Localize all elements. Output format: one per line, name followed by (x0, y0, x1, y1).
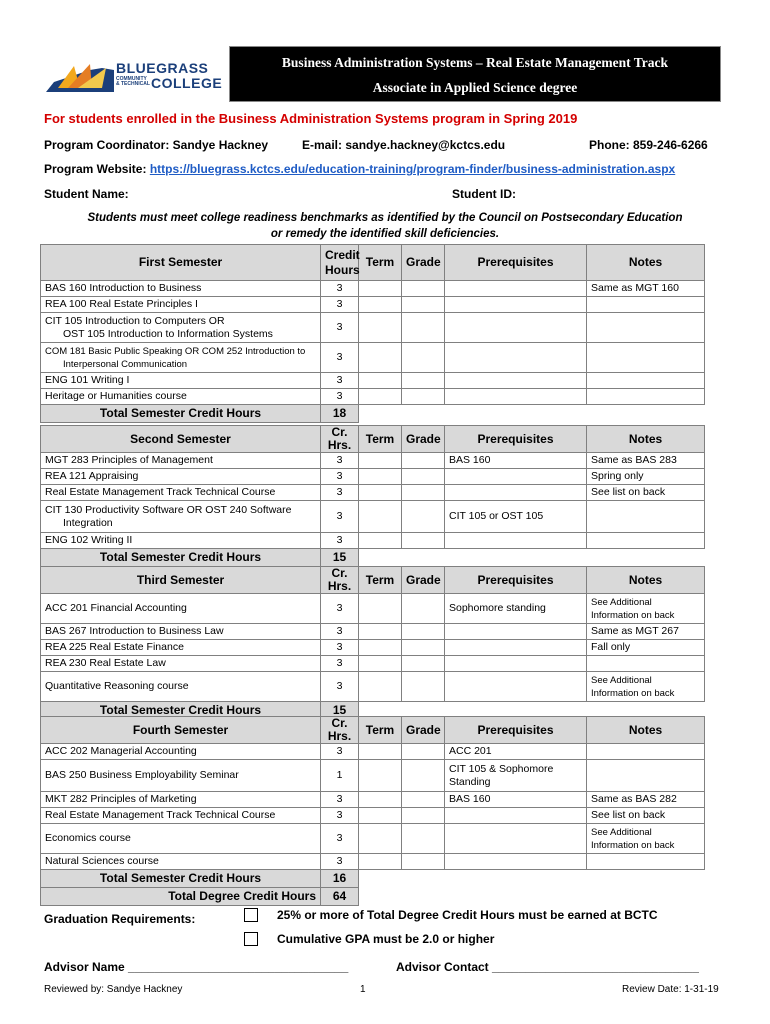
review-date: Review Date: 1-31-19 (622, 984, 719, 995)
course-prereq (445, 672, 587, 702)
grade-header: Grade (402, 717, 445, 744)
course-prereq: CIT 105 & Sophomore Standing (445, 760, 587, 792)
course-hours: 3 (321, 533, 359, 549)
credit-hours-header: Credit Hours (321, 245, 359, 281)
notes-header: Notes (587, 245, 705, 281)
requirement-checkbox-1[interactable] (244, 908, 258, 922)
course-hours: 3 (321, 469, 359, 485)
course-row (41, 624, 723, 640)
college-name-small: COMMUNITY & TECHNICAL (116, 76, 150, 87)
student-name-label: Student Name: (44, 187, 129, 201)
course-name: Quantitative Reasoning course (41, 672, 321, 702)
course-hours: 3 (321, 343, 359, 373)
credit-hours-header: Cr. Hrs. (321, 567, 359, 594)
term-header: Term (359, 426, 402, 453)
course-row (41, 792, 723, 808)
course-row (41, 824, 723, 854)
course-prereq (445, 469, 587, 485)
grade-header: Grade (402, 426, 445, 453)
term-cell[interactable] (359, 672, 402, 702)
grade-header: Grade (402, 245, 445, 281)
course-name-cont: Interpersonal Communication (63, 358, 188, 370)
grade-cell[interactable] (402, 594, 445, 624)
grade-cell[interactable] (402, 854, 445, 870)
course-row (41, 533, 723, 549)
student-id-label: Student ID: (452, 187, 516, 201)
course-prereq (445, 281, 587, 297)
requirement-2: Cumulative GPA must be 2.0 or higher (277, 932, 495, 946)
course-notes (587, 533, 705, 549)
term-cell[interactable] (359, 281, 402, 297)
term-cell[interactable] (359, 824, 402, 854)
grade-cell[interactable] (402, 485, 445, 501)
grade-cell[interactable] (402, 501, 445, 533)
course-notes (587, 656, 705, 672)
course-notes: See list on back (587, 808, 705, 824)
college-name-top: BLUEGRASS (116, 60, 209, 76)
page-number: 1 (360, 984, 366, 995)
semester-heading: Second Semester (41, 426, 321, 453)
term-cell[interactable] (359, 640, 402, 656)
course-row (41, 389, 723, 405)
course-prereq (445, 808, 587, 824)
semester-total-hours: 16 (321, 870, 359, 888)
term-header: Term (359, 245, 402, 281)
course-row (41, 854, 723, 870)
course-row (41, 485, 723, 501)
term-cell[interactable] (359, 485, 402, 501)
term-cell[interactable] (359, 469, 402, 485)
course-notes: See list on back (587, 485, 705, 501)
course-notes: See Additional Information on back (587, 824, 705, 854)
course-prereq (445, 854, 587, 870)
course-prereq: BAS 160 (445, 453, 587, 469)
course-hours: 3 (321, 297, 359, 313)
course-name: REA 100 Real Estate Principles I (41, 297, 321, 313)
course-name: ENG 102 Writing II (41, 533, 321, 549)
prerequisites-header: Prerequisites (445, 717, 587, 744)
course-row (41, 297, 723, 313)
grade-header: Grade (402, 567, 445, 594)
website-link[interactable]: https://bluegrass.kctcs.edu/education-training/program-finder/business-administration.aspx (149, 162, 676, 176)
fourth-semester-table (40, 716, 723, 906)
course-name: REA 225 Real Estate Finance (41, 640, 321, 656)
advisor-name-field[interactable]: Advisor Name _________________________________ (44, 960, 349, 974)
grade-cell[interactable] (402, 808, 445, 824)
course-row (41, 640, 723, 656)
semester-heading: Third Semester (41, 567, 321, 594)
website-label: Program Website: (44, 162, 150, 176)
course-hours: 3 (321, 640, 359, 656)
course-row (41, 343, 723, 373)
course-hours: 3 (321, 313, 359, 343)
kentucky-sunburst-icon (44, 58, 116, 96)
grade-cell[interactable] (402, 343, 445, 373)
course-hours: 3 (321, 672, 359, 702)
notes-header: Notes (587, 426, 705, 453)
course-hours: 1 (321, 760, 359, 792)
course-hours: 3 (321, 453, 359, 469)
course-name: Economics course (41, 824, 321, 854)
course-notes (587, 760, 705, 792)
course-row (41, 656, 723, 672)
semester-total-label: Total Semester Credit Hours (41, 405, 321, 423)
term-cell[interactable] (359, 792, 402, 808)
course-notes (587, 343, 705, 373)
grade-cell[interactable] (402, 453, 445, 469)
course-name: CIT 105 Introduction to Computers OR (45, 314, 225, 327)
grade-cell[interactable] (402, 469, 445, 485)
grade-cell[interactable] (402, 760, 445, 792)
course-notes: Same as BAS 282 (587, 792, 705, 808)
course-hours: 3 (321, 744, 359, 760)
prerequisites-header: Prerequisites (445, 245, 587, 281)
semester-total-hours: 15 (321, 549, 359, 567)
grade-cell[interactable] (402, 640, 445, 656)
term-cell[interactable] (359, 744, 402, 760)
course-notes: Same as BAS 283 (587, 453, 705, 469)
second-semester-table (40, 425, 723, 567)
course-name-cont: Integration (63, 516, 113, 529)
grade-cell[interactable] (402, 297, 445, 313)
term-cell[interactable] (359, 624, 402, 640)
course-prereq (445, 297, 587, 313)
course-name: BAS 160 Introduction to Business (41, 281, 321, 297)
graduation-label: Graduation Requirements: (44, 912, 196, 926)
requirement-checkbox-2[interactable] (244, 932, 258, 946)
term-cell[interactable] (359, 297, 402, 313)
course-prereq (445, 624, 587, 640)
program-coordinator: Program Coordinator: Sandye Hackney (44, 138, 269, 152)
term-header: Term (359, 567, 402, 594)
course-name: REA 121 Appraising (41, 469, 321, 485)
course-prereq (445, 533, 587, 549)
benchmark-note-line2: or remedy the identified skill deficiencies. (270, 228, 500, 240)
semester-total-hours: 15 (321, 702, 359, 720)
term-header: Term (359, 717, 402, 744)
term-cell[interactable] (359, 453, 402, 469)
course-name: CIT 130 Productivity Software OR OST 240 Software (45, 503, 292, 516)
credit-hours-header: Cr. Hrs. (321, 426, 359, 453)
prerequisites-header: Prerequisites (445, 567, 587, 594)
course-notes (587, 297, 705, 313)
course-hours: 3 (321, 373, 359, 389)
course-prereq (445, 640, 587, 656)
course-notes: See Additional Information on back (587, 594, 705, 624)
semester-heading: First Semester (41, 245, 321, 281)
grade-cell[interactable] (402, 744, 445, 760)
course-notes (587, 389, 705, 405)
term-cell[interactable] (359, 343, 402, 373)
term-cell[interactable] (359, 594, 402, 624)
course-prereq (445, 343, 587, 373)
semester-total-label: Total Semester Credit Hours (41, 702, 321, 720)
coordinator-email: E-mail: sandye.hackney@kctcs.edu (302, 138, 506, 152)
course-prereq: CIT 105 or OST 105 (445, 501, 587, 533)
course-notes: Spring only (587, 469, 705, 485)
course-notes: Same as MGT 160 (587, 281, 705, 297)
course-row (41, 744, 723, 760)
course-hours: 3 (321, 281, 359, 297)
course-hours: 3 (321, 389, 359, 405)
course-row (41, 373, 723, 389)
college-logo (44, 58, 223, 96)
course-hours: 3 (321, 808, 359, 824)
course-name: ENG 101 Writing I (41, 373, 321, 389)
course-name: MGT 283 Principles of Management (41, 453, 321, 469)
prerequisites-header: Prerequisites (445, 426, 587, 453)
grade-cell[interactable] (402, 824, 445, 854)
course-prereq: BAS 160 (445, 792, 587, 808)
course-notes: Fall only (587, 640, 705, 656)
course-prereq (445, 373, 587, 389)
benchmark-note-line1: Students must meet college readiness benchmarks as identified by the Council on Postsecondary Education (87, 212, 683, 224)
course-name: BAS 250 Business Employability Seminar (41, 760, 321, 792)
term-cell[interactable] (359, 808, 402, 824)
term-cell[interactable] (359, 656, 402, 672)
program-website (44, 162, 675, 176)
third-semester-table (40, 566, 723, 720)
course-name: Real Estate Management Track Technical Course (41, 485, 321, 501)
course-row (41, 501, 723, 533)
term-cell[interactable] (359, 373, 402, 389)
advisor-contact-field[interactable]: Advisor Contact _______________________________ (396, 960, 699, 974)
grade-cell[interactable] (402, 624, 445, 640)
enrollment-banner: For students enrolled in the Business Administration Systems program in Spring 2019 (44, 111, 578, 126)
grade-cell[interactable] (402, 313, 445, 343)
course-hours: 3 (321, 501, 359, 533)
course-hours: 3 (321, 624, 359, 640)
course-notes: Same as MGT 267 (587, 624, 705, 640)
course-notes: See Additional Information on back (587, 672, 705, 702)
term-cell[interactable] (359, 313, 402, 343)
course-prereq (445, 656, 587, 672)
course-hours: 3 (321, 656, 359, 672)
course-name: Natural Sciences course (41, 854, 321, 870)
grade-cell[interactable] (402, 373, 445, 389)
course-row (41, 281, 723, 297)
course-name: MKT 282 Principles of Marketing (41, 792, 321, 808)
reviewed-by: Reviewed by: Sandye Hackney (44, 984, 183, 995)
first-semester-table (40, 244, 723, 423)
semester-total-hours: 18 (321, 405, 359, 423)
term-cell[interactable] (359, 389, 402, 405)
course-hours: 3 (321, 854, 359, 870)
term-cell[interactable] (359, 501, 402, 533)
grade-cell[interactable] (402, 281, 445, 297)
degree-total-hours: 64 (321, 888, 359, 906)
course-name: Real Estate Management Track Technical Course (41, 808, 321, 824)
term-cell[interactable] (359, 760, 402, 792)
course-name: Heritage or Humanities course (41, 389, 321, 405)
course-notes (587, 501, 705, 533)
notes-header: Notes (587, 567, 705, 594)
degree-title: Associate in Applied Science degree (372, 80, 578, 95)
credit-hours-header: Cr. Hrs. (321, 717, 359, 744)
college-name-bottom: COLLEGE (151, 75, 223, 91)
course-row (41, 469, 723, 485)
semester-total-label: Total Semester Credit Hours (41, 549, 321, 567)
course-prereq (445, 485, 587, 501)
course-name-cont: OST 105 Introduction to Information Systems (63, 327, 273, 340)
course-prereq (445, 824, 587, 854)
term-cell[interactable] (359, 533, 402, 549)
course-hours: 3 (321, 485, 359, 501)
course-notes (587, 313, 705, 343)
requirement-1: 25% or more of Total Degree Credit Hours must be earned at BCTC (277, 908, 658, 922)
course-prereq: Sophomore standing (445, 594, 587, 624)
program-title: Business Administration Systems – Real Estate Management Track (281, 55, 669, 70)
grade-cell[interactable] (402, 533, 445, 549)
course-row (41, 313, 723, 343)
course-notes (587, 373, 705, 389)
course-row (41, 672, 723, 702)
course-hours: 3 (321, 594, 359, 624)
course-name: ACC 202 Managerial Accounting (41, 744, 321, 760)
course-name: BAS 267 Introduction to Business Law (41, 624, 321, 640)
course-prereq: ACC 201 (445, 744, 587, 760)
semester-total-label: Total Semester Credit Hours (41, 870, 321, 888)
coordinator-phone: Phone: 859-246-6266 (589, 138, 708, 152)
grade-cell[interactable] (402, 672, 445, 702)
course-notes (587, 744, 705, 760)
title-box (229, 46, 721, 102)
grade-cell[interactable] (402, 656, 445, 672)
grade-cell[interactable] (402, 389, 445, 405)
course-prereq (445, 313, 587, 343)
course-row (41, 808, 723, 824)
semester-heading: Fourth Semester (41, 717, 321, 744)
term-cell[interactable] (359, 854, 402, 870)
course-row (41, 594, 723, 624)
degree-total-label: Total Degree Credit Hours (41, 888, 321, 906)
course-hours: 3 (321, 792, 359, 808)
course-row (41, 453, 723, 469)
course-hours: 3 (321, 824, 359, 854)
grade-cell[interactable] (402, 792, 445, 808)
notes-header: Notes (587, 717, 705, 744)
course-name: COM 181 Basic Public Speaking OR COM 252 Introduction to (45, 345, 306, 357)
course-notes (587, 854, 705, 870)
course-row (41, 760, 723, 792)
course-prereq (445, 389, 587, 405)
course-name: ACC 201 Financial Accounting (41, 594, 321, 624)
course-name: REA 230 Real Estate Law (41, 656, 321, 672)
